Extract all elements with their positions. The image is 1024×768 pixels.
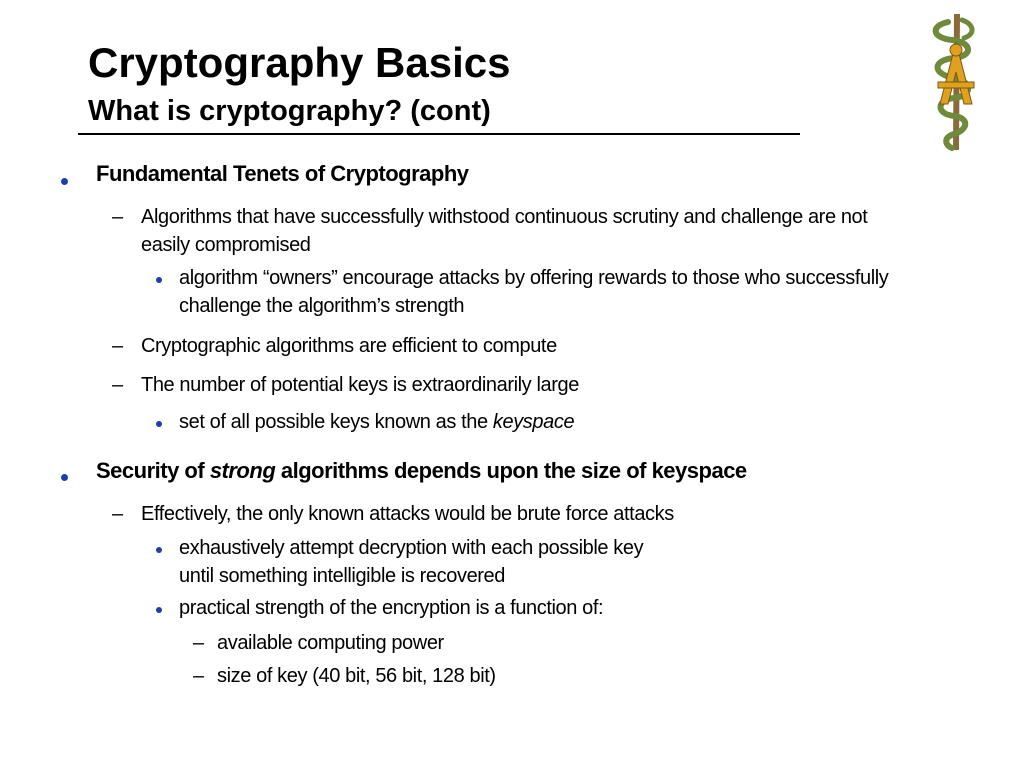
level4-computing-power: available computing power [217,632,444,654]
dash-icon: – [112,335,124,357]
dash-icon: – [112,503,124,525]
subsubbullet-exhaustive-decryption: exhaustively attempt decryption with each possible key until something intelligible is recovered [179,537,644,587]
dash-icon: – [112,374,124,396]
bullet-icon [156,607,162,613]
dash-icon: – [112,206,124,228]
dash-icon: – [193,665,205,687]
level4-key-size: size of key (40 bit, 56 bit, 128 bit) [217,665,496,687]
subsubbullet-algorithm-owners: algorithm “owners” encourage attacks by offering rewards to those who successfully challenge the algorithm’s strength [179,267,889,317]
dash-icon: – [193,632,205,654]
subbullet-algorithms-scrutiny: Algorithms that have successfully withstood continuous scrutiny and challenge are not easily compromised [141,206,868,256]
bullet-fundamental-tenets: Fundamental Tenets of Cryptography [96,161,469,186]
bullet-icon [156,421,162,427]
slide-subtitle: What is cryptography? (cont) [88,95,491,127]
subsubbullet-practical-strength: practical strength of the encryption is a function of: [179,597,604,619]
subsubbullet-keyspace: set of all possible keys known as the keyspace [179,411,575,433]
slide-title: Cryptography Basics [88,39,511,86]
bullet-icon [61,474,68,481]
subbullet-efficient-compute: Cryptographic algorithms are efficient to compute [141,335,557,357]
subbullet-brute-force: Effectively, the only known attacks would be brute force attacks [141,503,674,525]
subbullet-potential-keys: The number of potential keys is extraordinarily large [141,374,579,396]
bullet-icon [156,277,162,283]
bullet-security-strong-algorithms: Security of strong algorithms depends upon the size of keyspace [96,458,747,483]
bullet-icon [61,178,68,185]
bullet-icon [156,547,162,553]
